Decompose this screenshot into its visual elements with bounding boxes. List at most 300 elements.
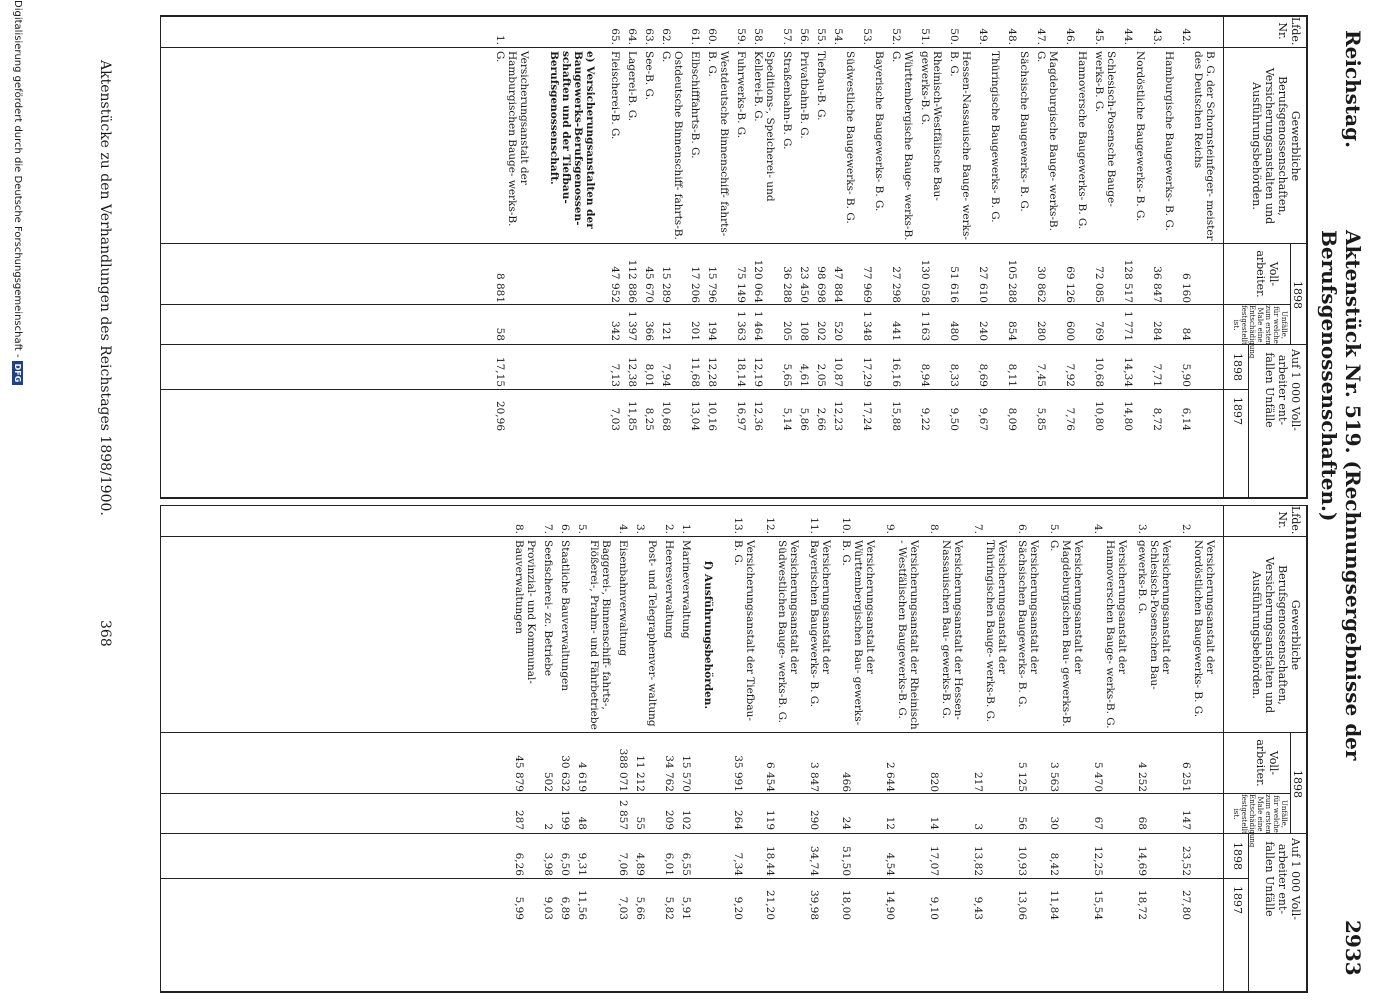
rate-1897-value: 18,72 [1136, 889, 1148, 920]
rate-1897-value: 20,96 [494, 400, 506, 431]
unfaelle-value: 147 [1180, 809, 1192, 830]
row-number: 54. [832, 28, 844, 45]
unfaelle-value: 769 [1093, 320, 1105, 341]
rate-1898-value: 23,52 [1180, 845, 1192, 876]
row-number: 49. [977, 28, 989, 45]
vollarbeiter-value: 8 881 [494, 272, 506, 303]
vollarbeiter-value: 5 470 [1092, 761, 1104, 792]
unfaelle-value: 1 348 [861, 310, 873, 341]
rate-1898-value: 8,69 [977, 363, 989, 387]
rate-1897-value: 7,76 [1064, 407, 1076, 431]
rate-1897-value: 2,66 [815, 407, 827, 431]
row-number: 44. [1122, 28, 1134, 45]
row-name: Versicherungsanstalt der Bayerischen Baugewerks- B. G. [808, 540, 832, 708]
rate-1898-value: 12,38 [626, 356, 638, 387]
row-name: Straßenbahn-B. G. [781, 51, 793, 150]
row-name: Versicherungsanstalt der Schlesisch-Posenschen Bau- gewerks-B. G. [1136, 540, 1172, 690]
row-name: Versicherungsanstalt der Rheinisch - Westfälischen Baugewerks-B. G. [896, 540, 920, 730]
vollarbeiter-value: 4 619 [576, 761, 588, 792]
row-name: Versicherungsanstalt der Hessen-Nassauischen Bau- gewerks-B. G. [940, 540, 964, 720]
row-number: 8. [928, 523, 940, 534]
col-year-header-right: 1898 [1291, 770, 1304, 798]
row-number: 50. [948, 28, 960, 45]
row-number: 5. [576, 523, 588, 534]
row-number: 45. [1093, 28, 1105, 45]
row-name: Tiefbau-B. G. [815, 51, 827, 121]
vollarbeiter-value: 98 698 [815, 266, 827, 303]
row-name: Elbschifffahrts-B. G. [689, 51, 701, 159]
row-name: Versicherungsanstalt der Württembergischen Bau- gewerks-B. G. [840, 540, 876, 726]
row-name: Versicherungsanstalt der Hamburgischen Bauge- werks-B. G. [494, 51, 530, 227]
rate-1898-value: 17,29 [861, 356, 873, 387]
col-1897-header-right: 1897 [1231, 886, 1244, 914]
row-name: Versicherungsanstalt der Südwestlichen Bauge- werks-B. G. [776, 540, 800, 723]
col-name-header: Gewerbliche Berufsgenossenschaften, Versicherungsanstalten und Ausführungsbehörden. [1250, 67, 1302, 225]
row-name: Südwestliche Baugewerks- B. G. [844, 51, 856, 224]
unfaelle-value: 30 [1048, 816, 1060, 830]
unfaelle-value: 202 [815, 320, 827, 341]
footer-page-number: 368 [97, 620, 113, 647]
row-number: 52. [890, 28, 902, 45]
vollarbeiter-value: 36 847 [1151, 266, 1163, 303]
row-number: 43. [1151, 28, 1163, 45]
row-name: Speditions-, Speicherei- und Kellerei-B. G. [752, 51, 776, 202]
row-name: Westdeutsche Binnenschiff- fahrts-B. G. [706, 51, 730, 237]
row-number: 1. [494, 34, 506, 45]
col-name-header-right: Gewerbliche Berufsgenossenschaften, Versicherungsanstalten und Ausführungsbehörden. [1250, 556, 1302, 714]
unfaelle-value: 194 [706, 320, 718, 341]
col-1898-header-right: 1898 [1231, 842, 1244, 870]
row-name: Nordöstliche Baugewerks- B. G. [1134, 51, 1146, 222]
row-number: 7. [542, 523, 554, 534]
rate-1898-value: 13,82 [972, 845, 984, 876]
row-name: Rheinisch-Westfälische Bau- gewerks-B. G. [919, 51, 943, 201]
rate-1897-value: 13,04 [689, 400, 701, 431]
row-name: Seefischerei- zc. Betriebe [542, 540, 554, 677]
row-name: Schlesisch-Posensche Bauge- werks-B. G. [1093, 51, 1117, 207]
rate-1898-value: 4,61 [798, 363, 810, 387]
right-table-body [161, 506, 1218, 991]
rate-1898-value: 7,71 [1151, 363, 1163, 387]
rate-1897-value: 5,86 [798, 407, 810, 431]
rate-1897-value: 15,54 [1092, 889, 1104, 920]
rate-1897-value: 7,03 [617, 896, 629, 920]
vollarbeiter-value: 217 [972, 771, 984, 792]
rate-1898-value: 8,94 [919, 363, 931, 387]
vollarbeiter-value: 27 610 [977, 266, 989, 303]
row-name: Hannoversche Baugewerks- B. G. [1076, 51, 1088, 230]
rate-1897-value: 14,80 [1122, 400, 1134, 431]
row-number: 61. [689, 28, 701, 45]
vollarbeiter-value: 466 [840, 771, 852, 792]
unfaelle-value: 2 [542, 823, 554, 830]
rate-1897-value: 5,14 [781, 407, 793, 431]
row-name: B. G. der Schornsteinfeger- meister des Deutschen Reichs [1192, 51, 1216, 241]
row-number: 56. [798, 28, 810, 45]
col-nr-header: Lfde. Nr. [1276, 17, 1302, 46]
digitization-text: Digitalisierung gefördert durch die Deutsche Forschungsgemeinschaft - [12, 0, 23, 358]
row-number: 1. [680, 523, 692, 534]
rate-1898-value: 18,14 [735, 356, 747, 387]
unfaelle-value: 14 [928, 816, 940, 830]
col-unfaelle-header-right: Unfälle, für welche zum ersten Male eine Entschädigung festgestellt ist. [1232, 794, 1288, 848]
rate-1898-value: 10,87 [832, 356, 844, 387]
vollarbeiter-value: 3 563 [1048, 761, 1060, 792]
row-name: Privatbahn-B. G. [798, 51, 810, 139]
rate-1897-value: 7,03 [609, 407, 621, 431]
rate-1898-value: 8,33 [948, 363, 960, 387]
rate-1898-value: 18,44 [764, 845, 776, 876]
rate-1897-value: 5,82 [663, 896, 675, 920]
row-name: Versicherungsanstalt der Tiefbau-B. G. [732, 540, 756, 721]
vollarbeiter-value: 6 160 [1180, 272, 1192, 303]
row-number: 60. [706, 28, 718, 45]
col-year-header: 1898 [1291, 281, 1304, 309]
rate-1897-value: 9,20 [732, 896, 744, 920]
unfaelle-value: 264 [732, 809, 744, 830]
col-1898-header: 1898 [1231, 353, 1244, 381]
vollarbeiter-value: 3 847 [808, 761, 820, 792]
vollarbeiter-value: 15 796 [706, 266, 718, 303]
row-name: Eisenbahnverwaltung [617, 540, 629, 657]
rate-1898-value: 3,98 [542, 852, 554, 876]
rate-1897-value: 9,03 [542, 896, 554, 920]
row-number: 10. [840, 517, 852, 534]
row-number: 3. [634, 523, 646, 534]
row-name: Post- und Telegraphenver- waltung [646, 540, 658, 727]
row-name: Lagerei-B. G. [626, 51, 638, 122]
vollarbeiter-value: 105 288 [1006, 259, 1018, 303]
unfaelle-value: 366 [643, 320, 655, 341]
rate-1898-value: 12,19 [752, 356, 764, 387]
unfaelle-value: 199 [559, 809, 571, 830]
row-name: Versicherungsanstalt der Sächsischen Baugewerks- B. G. [1016, 540, 1040, 708]
rate-1898-value: 12,25 [1092, 845, 1104, 876]
rate-1897-value: 8,25 [643, 407, 655, 431]
unfaelle-value: 284 [1151, 320, 1163, 341]
rate-1897-value: 9,43 [972, 896, 984, 920]
rate-1898-value: 5,90 [1180, 363, 1192, 387]
unfaelle-value: 342 [609, 320, 621, 341]
vollarbeiter-value: 36 288 [781, 266, 793, 303]
rate-1897-value: 5,66 [634, 896, 646, 920]
col-nr-header-right: Lfde. Nr. [1276, 506, 1302, 535]
rate-1898-value: 17,15 [494, 356, 506, 387]
col-1897-header: 1897 [1231, 397, 1244, 425]
row-number: 13. [732, 517, 744, 534]
digitization-note [12, 0, 23, 385]
row-name: Bayerische Baugewerks- B. G. [873, 51, 885, 212]
unfaelle-value: 68 [1136, 816, 1148, 830]
vollarbeiter-value: 15 570 [680, 755, 692, 792]
vollarbeiter-value: 6 454 [764, 761, 776, 792]
row-name: Fuhrwerks-B. G. [735, 51, 747, 139]
vollarbeiter-value: 130 058 [919, 259, 931, 303]
unfaelle-value: 84 [1180, 327, 1192, 341]
row-name: Versicherungsanstalt der Hannoverschen Bauge- werks-B. G. [1104, 540, 1128, 729]
unfaelle-value: 1 163 [919, 310, 931, 341]
rate-1898-value: 11,68 [689, 356, 701, 387]
row-number: 4. [617, 523, 629, 534]
vollarbeiter-value: 2 644 [884, 761, 896, 792]
row-number: 6. [559, 523, 571, 534]
vollarbeiter-value: 75 149 [735, 266, 747, 303]
unfaelle-value: 24 [840, 816, 852, 830]
rate-1898-value: 8,11 [1006, 363, 1018, 387]
page-number: 2933 [1341, 920, 1365, 976]
row-number: 42. [1180, 28, 1192, 45]
rate-1898-value: 14,34 [1122, 356, 1134, 387]
row-name: Fleischerei-B. G. [609, 51, 621, 140]
rate-1898-value: 7,13 [609, 363, 621, 387]
rate-1898-value: 6,50 [559, 852, 571, 876]
row-name: Provinzial- und Kommunal- Bauverwaltungen [513, 540, 537, 684]
rate-1898-value: 6,55 [680, 852, 692, 876]
vollarbeiter-value: 120 064 [752, 259, 764, 303]
vollarbeiter-value: 47 884 [832, 266, 844, 303]
rate-1898-value: 9,31 [576, 852, 588, 876]
row-number: 59. [735, 28, 747, 45]
unfaelle-value: 480 [948, 320, 960, 341]
unfaelle-value: 201 [689, 320, 701, 341]
vollarbeiter-value: 128 517 [1122, 259, 1134, 303]
row-number: 2. [1180, 523, 1192, 534]
vollarbeiter-value: 112 886 [626, 259, 638, 303]
rate-1898-value: 7,92 [1064, 363, 1076, 387]
row-name: Hamburgische Baugewerks- B. G. [1163, 51, 1175, 231]
vollarbeiter-value: 4 252 [1136, 761, 1148, 792]
row-number: 8. [513, 523, 525, 534]
rate-1897-value: 5,85 [1035, 407, 1047, 431]
row-number: 48. [1006, 28, 1018, 45]
rate-1897-value: 9,10 [928, 896, 940, 920]
rate-1898-value: 5,65 [781, 363, 793, 387]
row-number: 55. [815, 28, 827, 45]
unfaelle-value: 520 [832, 320, 844, 341]
vollarbeiter-value: 23 450 [798, 266, 810, 303]
rate-1898-value: 14,69 [1136, 845, 1148, 876]
rate-1897-value: 13,06 [1016, 889, 1028, 920]
row-number: 46. [1064, 28, 1076, 45]
rate-1898-value: 16,16 [890, 356, 902, 387]
unfaelle-value: 121 [660, 320, 672, 341]
unfaelle-value: 1 771 [1122, 310, 1134, 341]
rate-1898-value: 7,94 [660, 363, 672, 387]
rate-1897-value: 15,88 [890, 400, 902, 431]
unfaelle-value: 240 [977, 320, 989, 341]
rate-1897-value: 39,98 [808, 889, 820, 920]
unfaelle-value: 56 [1016, 816, 1028, 830]
rate-1897-value: 16,97 [735, 400, 747, 431]
rate-1897-value: 18,00 [840, 889, 852, 920]
rate-1897-value: 11,84 [1048, 889, 1060, 920]
vollarbeiter-value: 34 762 [663, 755, 675, 792]
row-number: 4. [1092, 523, 1104, 534]
right-table [160, 505, 1308, 993]
row-name: Versicherungsanstalt der Magdeburgischen Bau- gewerks-B. G. [1048, 540, 1084, 727]
vollarbeiter-value: 51 616 [948, 266, 960, 303]
rate-1897-value: 6,14 [1180, 407, 1192, 431]
col-per1000-header: Auf 1 000 Voll- arbeiter ent- fallen Unfälle [1263, 349, 1302, 431]
row-name: Württembergische Bauge- werks-B. G. [890, 51, 914, 241]
row-name: Versicherungsanstalt der Nordöstlichen Baugewerks- B. G. [1192, 540, 1216, 718]
row-number: 57. [781, 28, 793, 45]
row-number: 65. [609, 28, 621, 45]
vollarbeiter-value: 820 [928, 771, 940, 792]
vollarbeiter-value: 388 071 [617, 748, 629, 792]
rate-1897-value: 14,90 [884, 889, 896, 920]
rate-1898-value: 10,93 [1016, 845, 1028, 876]
row-number: 53. [861, 28, 873, 45]
vollarbeiter-value: 11 212 [634, 755, 646, 792]
row-name: Baggerei-, Binnenschiff- fahrts-, Flößerei-, Prahm- und Fährbetriebe [588, 540, 612, 730]
unfaelle-value: 55 [634, 816, 646, 830]
vollarbeiter-value: 30 862 [1035, 266, 1047, 303]
vollarbeiter-value: 45 670 [643, 266, 655, 303]
row-number: 58. [752, 28, 764, 45]
vollarbeiter-value: 17 206 [689, 266, 701, 303]
unfaelle-value: 1 464 [752, 310, 764, 341]
unfaelle-value: 600 [1064, 320, 1076, 341]
rate-1898-value: 7,06 [617, 852, 629, 876]
rate-1897-value: 6,89 [559, 896, 571, 920]
rate-1898-value: 6,01 [663, 852, 675, 876]
rate-1897-value: 21,20 [764, 889, 776, 920]
row-name: Sächsische Baugewerks- B. G. [1018, 51, 1030, 212]
rate-1898-value: 8,01 [643, 363, 655, 387]
rate-1897-value: 10,68 [660, 400, 672, 431]
rate-1898-value: 51,50 [840, 845, 852, 876]
row-number: 11. [808, 517, 820, 534]
unfaelle-value: 290 [808, 809, 820, 830]
vollarbeiter-value: 30 632 [559, 755, 571, 792]
rate-1897-value: 17,24 [861, 400, 873, 431]
unfaelle-value: 102 [680, 809, 692, 830]
vollarbeiter-value: 27 298 [890, 266, 902, 303]
rate-1897-value: 8,72 [1151, 407, 1163, 431]
row-name: Hessen-Nassauische Bauge- werks-B. G. [948, 51, 972, 240]
unfaelle-value: 1 397 [626, 310, 638, 341]
rate-1897-value: 10,80 [1093, 400, 1105, 431]
row-number: 12. [764, 517, 776, 534]
unfaelle-value: 441 [890, 320, 902, 341]
vollarbeiter-value: 45 879 [513, 755, 525, 792]
rate-1897-value: 9,50 [948, 407, 960, 431]
row-number: 6. [1016, 523, 1028, 534]
vollarbeiter-value: 77 969 [861, 266, 873, 303]
rate-1898-value: 7,45 [1035, 363, 1047, 387]
row-number: 9. [884, 523, 896, 534]
row-name: Magdeburgische Bauge- werks-B. G. [1035, 51, 1059, 231]
rate-1898-value: 2,05 [815, 363, 827, 387]
rate-1897-value: 9,22 [919, 407, 931, 431]
vollarbeiter-value: 5 125 [1016, 761, 1028, 792]
rate-1898-value: 4,89 [634, 852, 646, 876]
header-left: Reichstag. [1341, 30, 1365, 149]
dfg-logo: DFG [12, 361, 23, 386]
unfaelle-value: 58 [494, 327, 506, 341]
unfaelle-value: 48 [576, 816, 588, 830]
vollarbeiter-value: 72 085 [1093, 266, 1105, 303]
rate-1898-value: 8,42 [1048, 852, 1060, 876]
vollarbeiter-value: 6 251 [1180, 761, 1192, 792]
footer-left: Aktenstücke zu den Verhandlungen des Reichstages 1898/1900. [97, 60, 113, 516]
col-vollarbeiter-header: Voll- arbeiter. [1254, 250, 1280, 298]
col-unfaelle-header: Unfälle, für welche zum ersten Male eine Entschädigung festgestellt ist. [1232, 305, 1288, 359]
rate-1897-value: 11,85 [626, 400, 638, 431]
unfaelle-value: 2 857 [617, 799, 629, 830]
unfaelle-value: 12 [884, 816, 896, 830]
rate-1897-value: 27,80 [1180, 889, 1192, 920]
unfaelle-value: 280 [1035, 320, 1047, 341]
row-number: 3. [1136, 523, 1148, 534]
rate-1898-value: 10,68 [1093, 356, 1105, 387]
row-number: 47. [1035, 28, 1047, 45]
rate-1898-value: 4,54 [884, 852, 896, 876]
vollarbeiter-value: 69 126 [1064, 266, 1076, 303]
row-number: 64. [626, 28, 638, 45]
unfaelle-value: 3 [972, 823, 984, 830]
rate-1898-value: 6,26 [513, 852, 525, 876]
unfaelle-value: 209 [663, 809, 675, 830]
header-center: Aktenstück Nr. 519. (Rechnungsergebnisse der Berufsgenossenschaften.) [1317, 230, 1365, 761]
section-heading: e) Versicherungsanstalten der Baugewerks-Berufsgenossen- schaften und der Tiefbau- Berufsgenossenschaft. [548, 51, 596, 229]
row-number: 62. [660, 28, 672, 45]
unfaelle-value: 108 [798, 320, 810, 341]
vollarbeiter-value: 502 [542, 771, 554, 792]
rate-1897-value: 8,09 [1006, 407, 1018, 431]
col-vollarbeiter-header-right: Voll- arbeiter. [1254, 739, 1280, 787]
row-name: See-B. G. [643, 51, 655, 100]
unfaelle-value: 205 [781, 320, 793, 341]
unfaelle-value: 1 363 [735, 310, 747, 341]
row-number: 2. [663, 523, 675, 534]
rate-1898-value: 12,28 [706, 356, 718, 387]
vollarbeiter-value: 35 991 [732, 755, 744, 792]
rate-1898-value: 34,74 [808, 845, 820, 876]
vollarbeiter-value: 15 289 [660, 266, 672, 303]
rate-1897-value: 11,56 [576, 889, 588, 920]
unfaelle-value: 287 [513, 809, 525, 830]
row-name: Marineverwaltung [680, 540, 692, 639]
row-name: Heeresverwaltung [663, 540, 675, 639]
row-number: 63. [643, 28, 655, 45]
col-per1000-header-right: Auf 1 000 Voll- arbeiter ent- fallen Unfälle [1263, 838, 1302, 920]
rate-1897-value: 10,16 [706, 400, 718, 431]
row-number: 7. [972, 523, 984, 534]
rate-1897-value: 5,91 [680, 896, 692, 920]
left-table [160, 15, 1308, 499]
vollarbeiter-value: 47 952 [609, 266, 621, 303]
row-name: Ostdeutsche Binnenschiff- fahrts-B. G. [660, 51, 684, 240]
row-name: Staatliche Bauverwaltungen [559, 540, 571, 692]
rate-1898-value: 17,07 [928, 845, 940, 876]
unfaelle-value: 854 [1006, 320, 1018, 341]
rate-1898-value: 7,34 [732, 852, 744, 876]
unfaelle-value: 67 [1092, 816, 1104, 830]
rate-1897-value: 5,99 [513, 896, 525, 920]
rate-1897-value: 12,23 [832, 400, 844, 431]
row-number: 5. [1048, 523, 1060, 534]
row-number: 51. [919, 28, 931, 45]
left-table-body [161, 17, 1218, 497]
row-name: Thüringische Baugewerks- B. G. [989, 51, 1001, 223]
rate-1897-value: 12,36 [752, 400, 764, 431]
rate-1897-value: 9,67 [977, 407, 989, 431]
unfaelle-value: 119 [764, 809, 776, 830]
section-heading: f) Ausführungsbehörden. [702, 560, 714, 710]
row-name: Versicherungsanstalt der Thüringischen Bauge- werks-B. G. [984, 540, 1008, 722]
